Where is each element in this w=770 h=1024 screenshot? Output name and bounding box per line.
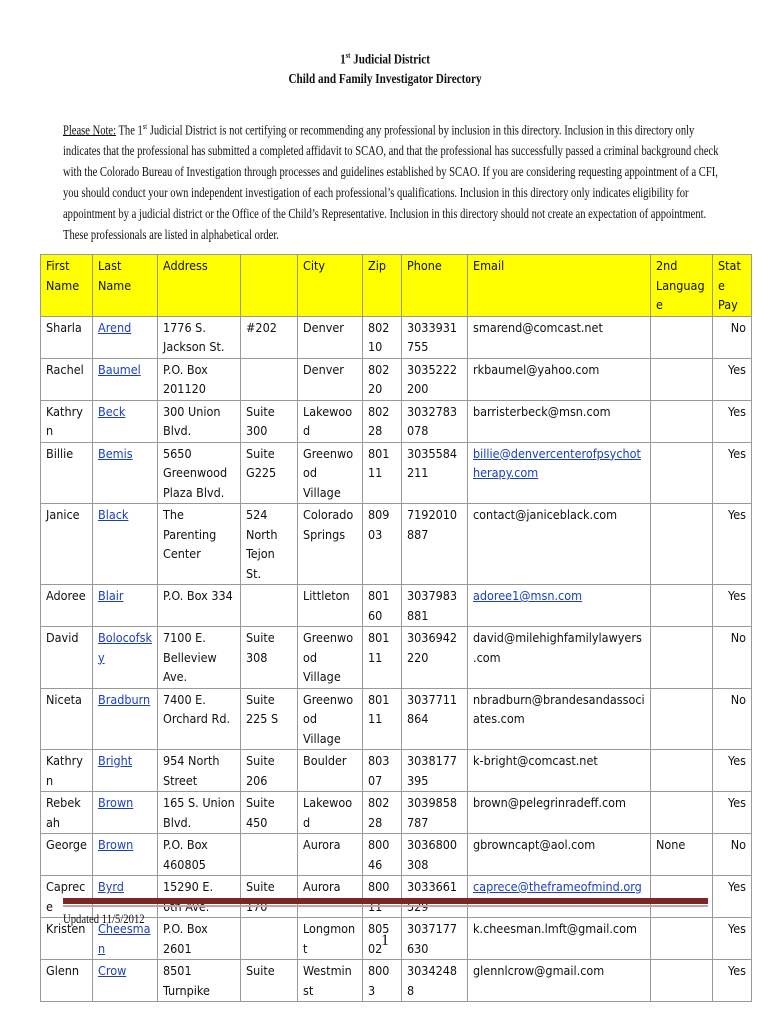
phone-cell: 3033931755: [402, 316, 468, 358]
table-row: [41, 960, 752, 1002]
first-name-cell: Rachel: [41, 358, 93, 400]
email-cell: contact@janiceblack.com: [468, 504, 651, 585]
address-cell: 15290 E.: [158, 876, 241, 918]
address-cell: P.O. Box 201120: [158, 358, 241, 400]
first-name-cell: Caprece: [41, 876, 93, 918]
city-cell: Lakewood: [298, 792, 363, 834]
zip-cell: 80046: [363, 834, 402, 876]
header-city: City: [298, 255, 363, 317]
last-name-link[interactable]: Baumel: [98, 361, 141, 377]
last-name-cell: [93, 627, 158, 689]
email-cell: [468, 442, 651, 504]
page-title: 1st Judicial District: [340, 51, 430, 68]
state-pay-cell: Yes: [713, 918, 752, 960]
last-name-cell: [93, 358, 158, 400]
language-cell: [651, 585, 713, 627]
zip-cell: 80220: [363, 358, 402, 400]
address-cell: 1776 S. Jackson St.: [158, 316, 241, 358]
last-name-link[interactable]: Bradburn: [98, 691, 151, 707]
last-name-cell: [93, 834, 158, 876]
last-name-cell: [93, 400, 158, 442]
header-address: Address: [158, 255, 241, 317]
phone-cell: 7192010887: [402, 504, 468, 585]
suite-cell: 524 North Tejon St.: [241, 504, 298, 585]
city-cell: Boulder: [298, 750, 363, 792]
table-row: [41, 442, 752, 504]
city-cell: Greenwood Village: [298, 442, 363, 504]
language-cell: [651, 876, 713, 918]
address-cell: The Parenting Center: [158, 504, 241, 585]
suite-cell: Suite 308: [241, 627, 298, 689]
language-cell: [651, 750, 713, 792]
suite-cell: Suite 300: [241, 400, 298, 442]
email-cell: k-bright@comcast.net: [468, 750, 651, 792]
state-pay-cell: Yes: [713, 750, 752, 792]
language-cell: [651, 792, 713, 834]
address-cell: 5650 Greenwood Plaza Blvd.: [158, 442, 241, 504]
updated-date: Updated 11/5/2012: [63, 911, 145, 926]
first-name-cell: Sharla: [41, 316, 93, 358]
first-name-cell: Kathryn: [41, 400, 93, 442]
table-row: [41, 316, 752, 358]
email-cell: [468, 876, 651, 918]
zip-cell: 80210: [363, 316, 402, 358]
disclaimer-note: Please Note: The 1st Judicial District is not certifying or recommending any professional by inclusion in this directory. Inclusion in this directory only indicates that the professional has submitted a completed affidavit to SCAO, and that the professional has successfully passed a criminal background check with the Colorado Bureau of Investigation through processes and guidelines established by SCAO. If you are considering requesting appointment of a CFI, you should conduct your own independent investigation of each professional’s qualifications. Inclusion in this directory only indicates eligibility for appointment by a judicial district or the Office of the Child’s Representative. Inclusion in this directory should not create an expectation of appointment. These professionals are listed in alphabetical order.: [63, 122, 719, 243]
address-cell: P.O. Box 334: [158, 585, 241, 627]
phone-cell: 3033661: [402, 876, 468, 918]
first-name-cell: Adoree: [41, 585, 93, 627]
last-name-cell: [93, 585, 158, 627]
language-cell: [651, 358, 713, 400]
table-row: [41, 400, 752, 442]
phone-cell: 3036800308: [402, 834, 468, 876]
header-zip: Zip: [363, 255, 402, 317]
suite-cell: Suite 206: [241, 750, 298, 792]
first-name-cell: Billie: [41, 442, 93, 504]
email-cell: gbrowncapt@aol.com: [468, 834, 651, 876]
suite-cell: [241, 585, 298, 627]
header-first-name: First Name: [41, 255, 93, 317]
state-pay-cell: Yes: [713, 960, 752, 1002]
address-cell: 300 Union Blvd.: [158, 400, 241, 442]
header-suite: [241, 255, 298, 317]
last-name-cell: [93, 442, 158, 504]
zip-cell: 80502: [363, 918, 402, 960]
city-cell: Greenwood Village: [298, 627, 363, 689]
page-number: 1: [381, 932, 389, 949]
suite-cell: [241, 358, 298, 400]
email-cell: barristerbeck@msn.com: [468, 400, 651, 442]
address-cell: 7400 E. Orchard Rd.: [158, 688, 241, 750]
phone-cell: 3032783078: [402, 400, 468, 442]
table-row: [41, 585, 752, 627]
zip-cell: 80228: [363, 792, 402, 834]
phone-cell: 3038177395: [402, 750, 468, 792]
city-cell: Westminst: [298, 960, 363, 1002]
last-name-cell: [93, 316, 158, 358]
first-name-cell: Glenn: [41, 960, 93, 1002]
email-cell: k.cheesman.lmft@gmail.com: [468, 918, 651, 960]
first-name-cell: Janice: [41, 504, 93, 585]
first-name-cell: Niceta: [41, 688, 93, 750]
state-pay-cell: No: [713, 316, 752, 358]
last-name-link[interactable]: Brown: [98, 837, 134, 852]
last-name-link[interactable]: Brown: [98, 795, 134, 810]
email-cell: glennlcrow@gmail.com: [468, 960, 651, 1002]
city-cell: Aurora: [298, 834, 363, 876]
first-name-cell: Kathryn: [41, 750, 93, 792]
state-pay-cell: Yes: [713, 442, 752, 504]
last-name-cell: [93, 504, 158, 585]
address-cell: P.O. Box 2601: [158, 918, 241, 960]
last-name-link[interactable]: Beck: [98, 403, 126, 419]
email-cell: david@milehighfamilylawyers.com: [468, 627, 651, 689]
last-name-link[interactable]: Blair: [98, 588, 124, 603]
last-name-cell: [93, 688, 158, 750]
suite-cell: Suite G225: [241, 442, 298, 504]
address-cell: 954 North Street: [158, 750, 241, 792]
city-cell: Longmont: [298, 918, 363, 960]
language-cell: [651, 316, 713, 358]
language-cell: None: [651, 834, 713, 876]
last-name-cell: [93, 960, 158, 1002]
language-cell: [651, 400, 713, 442]
city-cell: Aurora: [298, 876, 363, 918]
last-name-cell: [93, 750, 158, 792]
header-second-language: 2nd Language: [651, 255, 713, 317]
email-cell: smarend@comcast.net: [468, 316, 651, 358]
first-name-cell: David: [41, 627, 93, 689]
table-row: [41, 792, 752, 834]
zip-cell: 800: [363, 876, 402, 918]
address-cell: 8501 Turnpike: [158, 960, 241, 1002]
email-cell: nbradburn@brandesandassociates.com: [468, 688, 651, 750]
address-cell: 165 S. Union Blvd.: [158, 792, 241, 834]
last-name-cell: [93, 792, 158, 834]
phone-cell: 30342488: [402, 960, 468, 1002]
language-cell: [651, 627, 713, 689]
zip-cell: 80307: [363, 750, 402, 792]
last-name-link[interactable]: Bemis: [98, 445, 133, 461]
table-row: [41, 876, 752, 918]
city-cell: Denver: [298, 316, 363, 358]
table-row: [41, 627, 752, 689]
email-link[interactable]: caprece@theframeofmind.org: [473, 879, 642, 894]
phone-cell: 3036942220: [402, 627, 468, 689]
zip-cell: 80160: [363, 585, 402, 627]
state-pay-cell: No: [713, 688, 752, 750]
zip-cell: 80903: [363, 504, 402, 585]
header-row: [41, 255, 752, 317]
table-row: [41, 834, 752, 876]
table-row: [41, 358, 752, 400]
email-cell: [468, 585, 651, 627]
zip-cell: 80111: [363, 627, 402, 689]
header-phone: Phone: [402, 255, 468, 317]
first-name-cell: Rebekah: [41, 792, 93, 834]
phone-cell: 3035584211: [402, 442, 468, 504]
city-cell: Greenwood Village: [298, 688, 363, 750]
address-cell: P.O. Box 460805: [158, 834, 241, 876]
city-cell: Colorado Springs: [298, 504, 363, 585]
zip-cell: 8003: [363, 960, 402, 1002]
language-cell: [651, 960, 713, 1002]
last-name-link[interactable]: Black: [98, 507, 129, 522]
address-cell: 7100 E. Belleview Ave.: [158, 627, 241, 689]
zip-cell: 80228: [363, 400, 402, 442]
state-pay-cell: No: [713, 627, 752, 689]
last-name-link[interactable]: Crow: [98, 963, 127, 978]
state-pay-cell: Yes: [713, 792, 752, 834]
state-pay-cell: Yes: [713, 504, 752, 585]
suite-cell: Suite 450: [241, 792, 298, 834]
suite-cell: Suite: [241, 960, 298, 1002]
table-row: [41, 504, 752, 585]
suite-cell: [241, 834, 298, 876]
email-link[interactable]: adoree1@msn.com: [473, 588, 583, 603]
zip-cell: 80111: [363, 688, 402, 750]
language-cell: [651, 504, 713, 585]
footer-divider-shadow: [63, 905, 708, 907]
phone-cell: 3037983881: [402, 585, 468, 627]
state-pay-cell: No: [713, 834, 752, 876]
state-pay-cell: Yes: [713, 876, 752, 918]
header-state-pay: State Pay: [713, 255, 752, 317]
note-label: Please Note:: [63, 122, 117, 138]
suite-cell: Suite: [241, 876, 298, 918]
header-last-name: Last Name: [93, 255, 158, 317]
last-name-link[interactable]: Arend: [98, 319, 132, 335]
first-name-cell: Kristen: [41, 918, 93, 960]
table-row: [41, 688, 752, 750]
directory-table: [40, 254, 752, 1002]
suite-cell: #202: [241, 316, 298, 358]
phone-cell: 3037177630: [402, 918, 468, 960]
last-name-link[interactable]: Cheesman: [98, 921, 151, 956]
city-cell: Littleton: [298, 585, 363, 627]
footer-divider: [63, 898, 708, 904]
phone-cell: 3039858787: [402, 792, 468, 834]
last-name-link[interactable]: Bright: [98, 753, 133, 768]
city-cell: Denver: [298, 358, 363, 400]
phone-cell: 3035222200: [402, 358, 468, 400]
first-name-cell: George: [41, 834, 93, 876]
city-cell: Lakewood: [298, 400, 363, 442]
header-email: Email: [468, 255, 651, 317]
table-row: [41, 750, 752, 792]
email-cell: brown@pelegrinradeff.com: [468, 792, 651, 834]
phone-cell: 3037711864: [402, 688, 468, 750]
email-link[interactable]: billie@denvercenterofpsychotherapy.com: [473, 445, 641, 480]
suite-cell: Suite 225 S: [241, 688, 298, 750]
email-cell: rkbaumel@yahoo.com: [468, 358, 651, 400]
zip-cell: 80111: [363, 442, 402, 504]
state-pay-cell: Yes: [713, 585, 752, 627]
language-cell: [651, 688, 713, 750]
language-cell: [651, 442, 713, 504]
last-name-link[interactable]: Byrd: [98, 879, 124, 894]
page-subtitle: Child and Family Investigator Directory: [288, 72, 482, 87]
last-name-link[interactable]: Bolocofsky: [98, 630, 152, 665]
state-pay-cell: Yes: [713, 400, 752, 442]
state-pay-cell: Yes: [713, 358, 752, 400]
